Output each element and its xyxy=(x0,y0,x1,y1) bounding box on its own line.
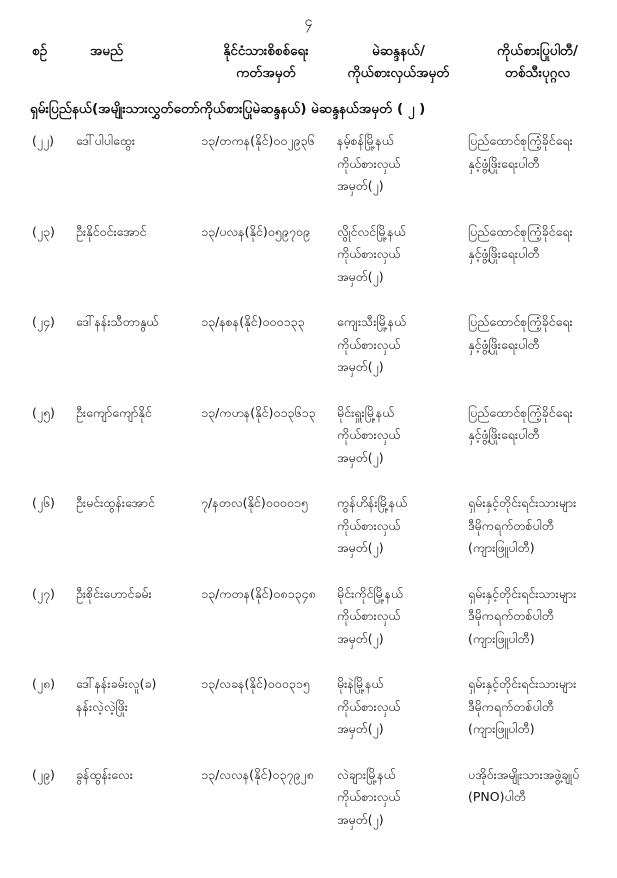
party-name-line: ပအိုဝ်းအမျိုးသားအဖွဲ့ချုပ် xyxy=(468,766,580,782)
party-name-line: (ကျားဖြူပါတီ) xyxy=(468,630,535,646)
nrc-number: ၁၃/နစန(နိုင်)၀၀၀၁၃၃ xyxy=(201,314,305,329)
candidate-name xyxy=(76,492,196,515)
constituency-line: အမှတ်(၂) xyxy=(337,359,384,374)
party-name-line: ရှမ်းနှင့်တိုင်းရင်းသားများ xyxy=(468,585,577,601)
constituency xyxy=(337,130,467,198)
table-row xyxy=(0,221,617,306)
row-number: (၂၃) xyxy=(32,223,55,239)
party-name-line: (ကျားဖြူပါတီ) xyxy=(468,721,535,736)
party-name-line: ပြည်ထောင်စုကြံ့ခိုင်ရေး xyxy=(468,404,573,420)
constituency-line: ကိုယ်စားလှယ် xyxy=(337,789,401,804)
constituency xyxy=(337,311,467,379)
column-header-party-line1: ကိုယ်စားပြုပါတီ/ xyxy=(497,43,578,59)
column-header-nrc xyxy=(196,40,336,84)
column-header-no: စဉ် xyxy=(32,43,48,59)
nrc-number: ၁၃/တကန(နိုင်)၀၀၂၉၃၆ xyxy=(201,133,315,148)
table-row xyxy=(0,673,617,758)
candidate-name-line: ဦးမင်းထွန်းအောင် xyxy=(76,495,155,510)
constituency-line: အမှတ်(၂) xyxy=(337,449,384,465)
party-name-line: (PNO)ပါတီ xyxy=(468,789,526,804)
constituency-line: အမှတ်(၂) xyxy=(337,630,384,646)
constituency-line: မိုးနဲမြို့နယ် xyxy=(337,676,384,691)
table-row xyxy=(0,764,617,849)
row-number: (၂၄) xyxy=(32,314,55,329)
party-name xyxy=(468,402,608,447)
column-header-constituency-line1: မဲဆန္ဒနယ်/ xyxy=(372,43,425,59)
constituency xyxy=(337,492,467,560)
party-name xyxy=(468,583,608,651)
constituency xyxy=(337,221,467,289)
constituency-line: အမှတ်(၂) xyxy=(337,178,384,193)
column-header-constituency xyxy=(326,40,471,84)
candidate-name xyxy=(76,402,196,425)
constituency xyxy=(337,402,467,470)
constituency-line: ကိုယ်စားလှယ် xyxy=(337,246,401,261)
party-name-line: ဒီမိုကရက်တစ်ပါတီ xyxy=(468,698,554,714)
party-name xyxy=(468,492,608,560)
constituency-line: လဲချားမြို့နယ် xyxy=(337,766,396,782)
party-name xyxy=(468,764,608,809)
candidate-name xyxy=(76,583,196,606)
constituency-line: လွိုင်လင်မြို့နယ် xyxy=(337,223,406,239)
party-name xyxy=(468,673,608,741)
party-name-line: နှင့်ဖွံ့ဖြိုးရေးပါတီ xyxy=(468,155,540,171)
party-name-line: (ကျားဖြူပါတီ) xyxy=(468,540,535,555)
constituency-line: မိုင်းကိုင်မြို့နယ် xyxy=(337,585,404,601)
constituency xyxy=(337,764,467,832)
party-name-line: နှင့်ဖွံ့ဖြိုးရေးပါတီ xyxy=(468,336,540,352)
party-name-line: ပြည်ထောင်စုကြံ့ခိုင်ရေး xyxy=(468,314,573,329)
constituency-line: အမှတ်(၂) xyxy=(337,540,384,555)
candidate-name-line: ဦးကျော်ကျော်နိုင် xyxy=(76,404,152,420)
candidate-name xyxy=(76,130,196,153)
candidate-name xyxy=(76,311,196,334)
party-name-line: ရှမ်းနှင့်တိုင်းရင်းသားများ xyxy=(468,676,577,691)
constituency-line: ကွန်ဟိန်းမြို့နယ် xyxy=(337,495,408,510)
constituency-line: ကိုယ်စားလှယ် xyxy=(337,698,401,714)
constituency-line: အမှတ်(၂) xyxy=(337,268,384,284)
table-row xyxy=(0,583,617,668)
candidate-name-line: ဒေါ်နန်းသီတာနွယ် xyxy=(76,314,159,329)
candidate-name-line: ဒေါ်ပါပါထွေး xyxy=(76,133,136,148)
constituency xyxy=(337,673,467,741)
constituency-line: ကိုယ်စားလှယ် xyxy=(337,336,401,352)
row-number: (၂၆) xyxy=(32,495,55,510)
candidate-name-line: ဦးနိုင်ဝင်းအောင် xyxy=(76,223,147,239)
column-header-name: အမည် xyxy=(90,43,124,59)
constituency xyxy=(337,583,467,651)
constituency-line: ကိုယ်စားလှယ် xyxy=(337,427,401,442)
section-title: ရှမ်းပြည်နယ်(အမျိုးသားလွှတ်တော်ကိုယ်စားပြုမဲဆန္ဒနယ်) မဲဆန္ဒနယ်အမှတ် ( ၂ ) xyxy=(30,101,426,117)
party-name xyxy=(468,311,608,356)
party-name-line: ပြည်ထောင်စုကြံ့ခိုင်ရေး xyxy=(468,223,573,239)
constituency-line: နမ့်စန်မြို့နယ် xyxy=(337,133,394,148)
row-number: (၂၅) xyxy=(32,404,55,420)
column-header-nrc-line1: နိုင်ငံသားစိစစ်ရေး xyxy=(223,43,309,59)
constituency-line: ကိုယ်စားလှယ် xyxy=(337,517,401,533)
table-row xyxy=(0,402,617,487)
candidate-name-line: နန်းလဲ့လဲ့ဖြိုး xyxy=(76,698,128,714)
party-name-line: ဒီမိုကရက်တစ်ပါတီ xyxy=(468,517,554,533)
party-name xyxy=(468,130,608,175)
row-number: (၂၇) xyxy=(32,585,55,601)
constituency-line: ကိုယ်စားလှယ် xyxy=(337,608,401,623)
party-name-line: ပြည်ထောင်စုကြံ့ခိုင်ရေး xyxy=(468,133,573,148)
candidate-name-line: ခွန်ထွန်းလေး xyxy=(76,766,133,782)
constituency-line: ကျေးသီးမြို့နယ် xyxy=(337,314,407,329)
page-number: ၄ xyxy=(304,14,313,30)
constituency-line: အမှတ်(၂) xyxy=(337,811,384,827)
column-header-party-line2: တစ်သီးပုဂ္ဂလ xyxy=(504,65,571,81)
party-name-line: ဒီမိုကရက်တစ်ပါတီ xyxy=(468,608,554,623)
nrc-number: ၁၃/ပလန(နိုင်)၀၅၉၇၀၉ xyxy=(201,223,310,239)
constituency-line: အမှတ်(၂) xyxy=(337,721,384,736)
column-header-constituency-line2: ကိုယ်စားလှယ်အမှတ် xyxy=(347,65,450,81)
row-number: (၂၂) xyxy=(32,133,55,148)
row-number: (၂၉) xyxy=(32,766,55,782)
candidate-name xyxy=(76,764,196,787)
row-number: (၂၈) xyxy=(32,676,56,691)
column-header-party xyxy=(465,40,610,84)
nrc-number: ၇/နတလ(နိုင်)၀၀၀၀၁၅ xyxy=(201,495,308,510)
table-row xyxy=(0,492,617,577)
table-row xyxy=(0,130,617,215)
party-name-line: နှင့်ဖွံ့ဖြိုးရေးပါတီ xyxy=(468,427,540,442)
candidate-name-line: ဒေါ်နန်းခမ်းလူ(ခ) xyxy=(76,676,157,691)
candidate-name xyxy=(76,673,196,718)
table-row xyxy=(0,311,617,396)
column-header-nrc-line2: ကတ်အမှတ် xyxy=(236,65,296,81)
party-name-line: ရှမ်းနှင့်တိုင်းရင်းသားများ xyxy=(468,495,577,510)
nrc-number: ၁၃/ကဟန(နိုင်)၀၁၃၆၁၃ xyxy=(201,404,316,420)
party-name xyxy=(468,221,608,266)
nrc-number: ၁၃/လလန(နိုင်)၀၃၇၉၂၈ xyxy=(201,766,314,782)
nrc-number: ၁၃/လခန(နိုင်)၀၀၀၃၁၅ xyxy=(201,676,310,691)
constituency-line: ကိုယ်စားလှယ် xyxy=(337,155,401,171)
candidate-name-line: ဦးစိုင်းဟောင်ခမ်း xyxy=(76,585,152,601)
nrc-number: ၁၃/ကတန(နိုင်)၀၈၁၃၄၈ xyxy=(201,585,316,601)
constituency-line: မိုင်းရှူးမြို့နယ် xyxy=(337,404,395,420)
party-name-line: နှင့်ဖွံ့ဖြိုးရေးပါတီ xyxy=(468,246,540,261)
candidate-name xyxy=(76,221,196,244)
